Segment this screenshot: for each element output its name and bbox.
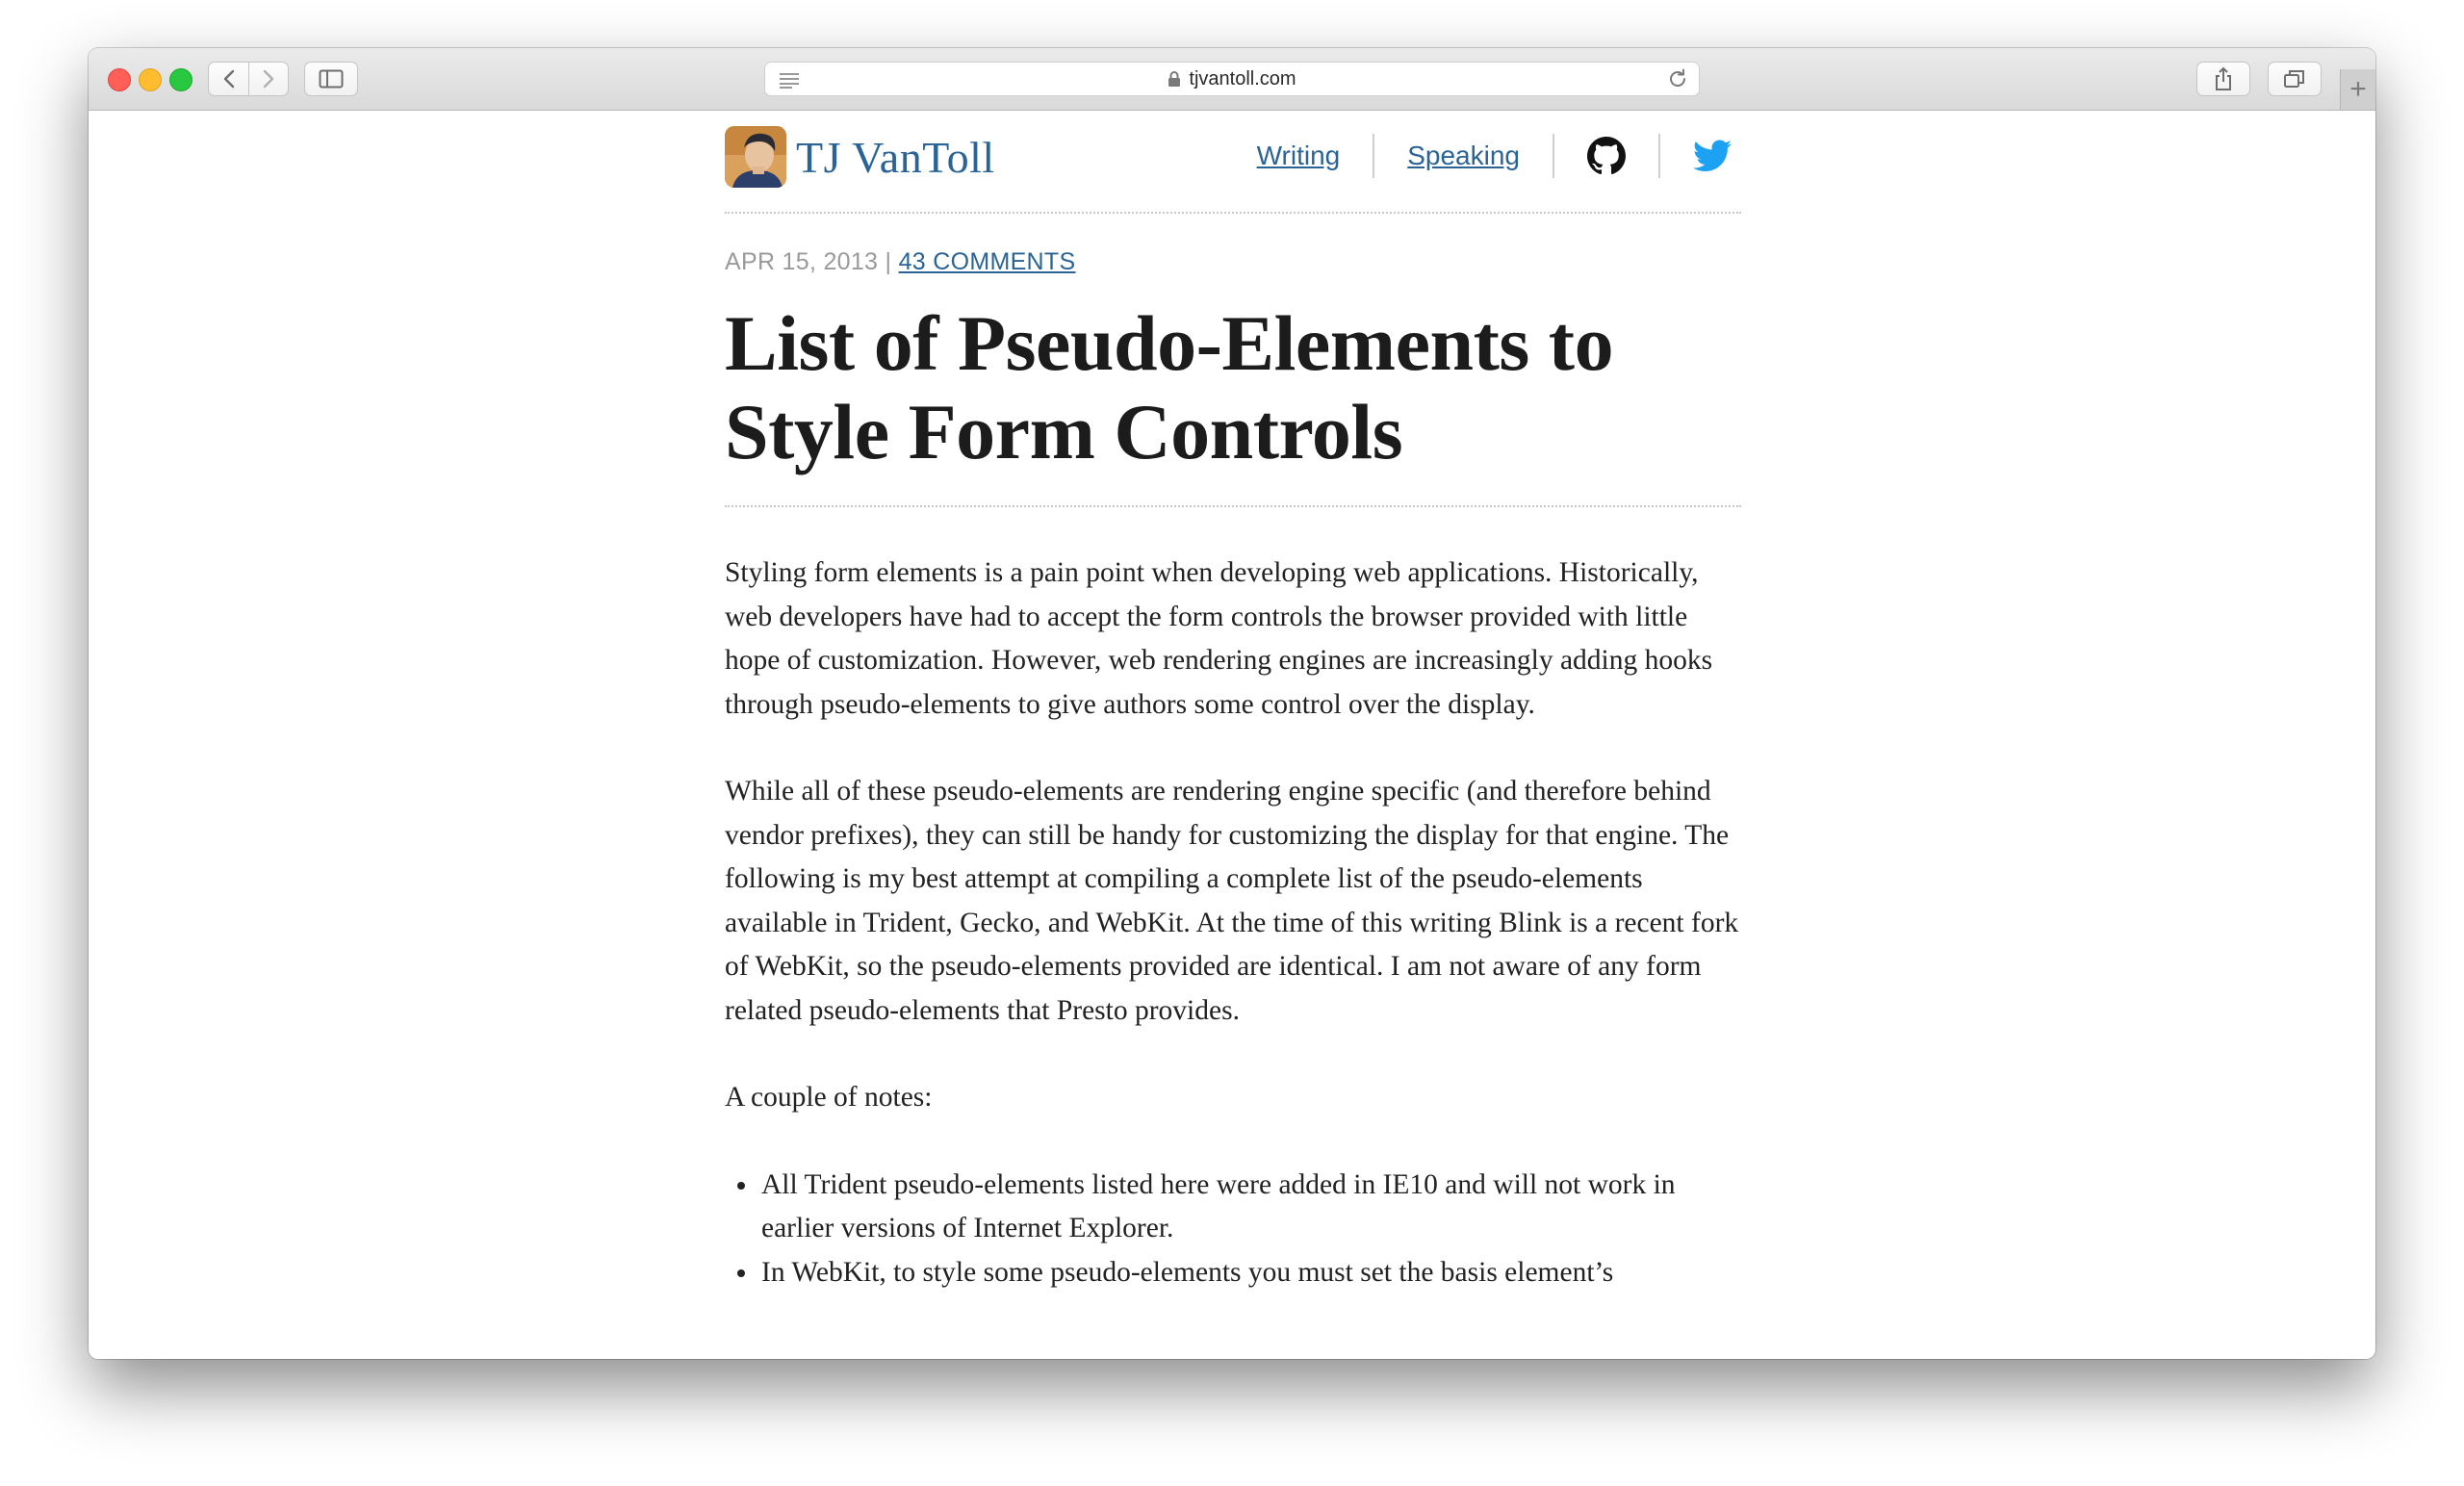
article-column: [725, 111, 1741, 1294]
list-item: • All Trident pseudo-elements listed here were added in IE10 and will not work in earlier versions of Internet Explorer.: [759, 1164, 1741, 1251]
nav-divider: [1658, 134, 1660, 178]
nav-speaking-link[interactable]: Speaking: [1407, 141, 1520, 170]
web-page: [89, 111, 2375, 1359]
history-nav: [208, 62, 289, 96]
comments-link[interactable]: 43 COMMENTS: [898, 248, 1076, 275]
avatar-image: [725, 126, 786, 188]
sidebar-icon: [319, 69, 344, 89]
browser-window: [89, 48, 2375, 1359]
minimize-window-button[interactable]: [139, 68, 162, 91]
maximize-window-button[interactable]: [169, 68, 192, 91]
twitter-link[interactable]: [1693, 140, 1732, 172]
post-title: List of Pseudo-Elements to Style Form Controls: [725, 299, 1741, 507]
address-bar[interactable]: [764, 62, 1700, 96]
chevron-left-icon: [222, 68, 236, 90]
post-date: APR 15, 2013: [725, 248, 879, 275]
close-window-button[interactable]: [108, 68, 131, 91]
nav-writing-link[interactable]: Writing: [1256, 141, 1341, 170]
github-icon: [1587, 137, 1626, 175]
site-title-link[interactable]: TJ VanToll: [796, 133, 995, 182]
paragraph: Styling form elements is a pain point when developing web applications. Historically, web developers have had to accept the form controls the browser provided with little hope of customization. However, web rendering engines are increasingly adding hooks through pseudo-elements to give authors some control over the display.: [725, 557, 1713, 720]
nav-divider: [1373, 134, 1374, 178]
share-icon: [2214, 66, 2233, 91]
paragraph: While all of these pseudo-elements are rendering engine specific (and therefore behind vendor prefixes), they can still be handy for customizing the display for that engine. The following is my best attempt at compiling a complete list of the pseudo-elements available in Trident, Gecko, and WebKit. At the time of this writing Blink is a recent fork of WebKit, so the pseudo-elements provided are identical. I am not aware of any form related pseudo-elements that Presto provides.: [725, 776, 1739, 1026]
reader-view-icon[interactable]: [779, 71, 800, 89]
meta-separator: |: [885, 248, 892, 275]
share-button[interactable]: [2196, 62, 2250, 96]
notes-list: [725, 1164, 1741, 1295]
tabs-icon: [2283, 68, 2306, 90]
chevron-right-icon: [262, 68, 275, 90]
lock-icon: [1168, 70, 1181, 88]
post-meta: [725, 248, 1741, 276]
nav-divider: [1553, 134, 1554, 178]
post-body: [725, 551, 1741, 1294]
list-item: • In WebKit, to style some pseudo-elements you must set the basis element’s: [759, 1251, 1741, 1295]
site-header: [725, 111, 1741, 214]
reload-icon[interactable]: [1666, 67, 1689, 90]
browser-toolbar: [89, 48, 2375, 111]
forward-button[interactable]: [248, 62, 289, 96]
paragraph: A couple of notes:: [725, 1082, 933, 1113]
back-button[interactable]: [208, 62, 248, 96]
tab-overview-button[interactable]: [2268, 62, 2322, 96]
url-text: tjvantoll.com: [1189, 67, 1296, 90]
sidebar-toggle-button[interactable]: [304, 62, 358, 96]
avatar[interactable]: [725, 126, 786, 188]
github-link[interactable]: [1587, 137, 1626, 175]
twitter-icon: [1693, 140, 1732, 172]
site-nav: [1257, 132, 1741, 180]
new-tab-button[interactable]: +: [2340, 69, 2375, 110]
